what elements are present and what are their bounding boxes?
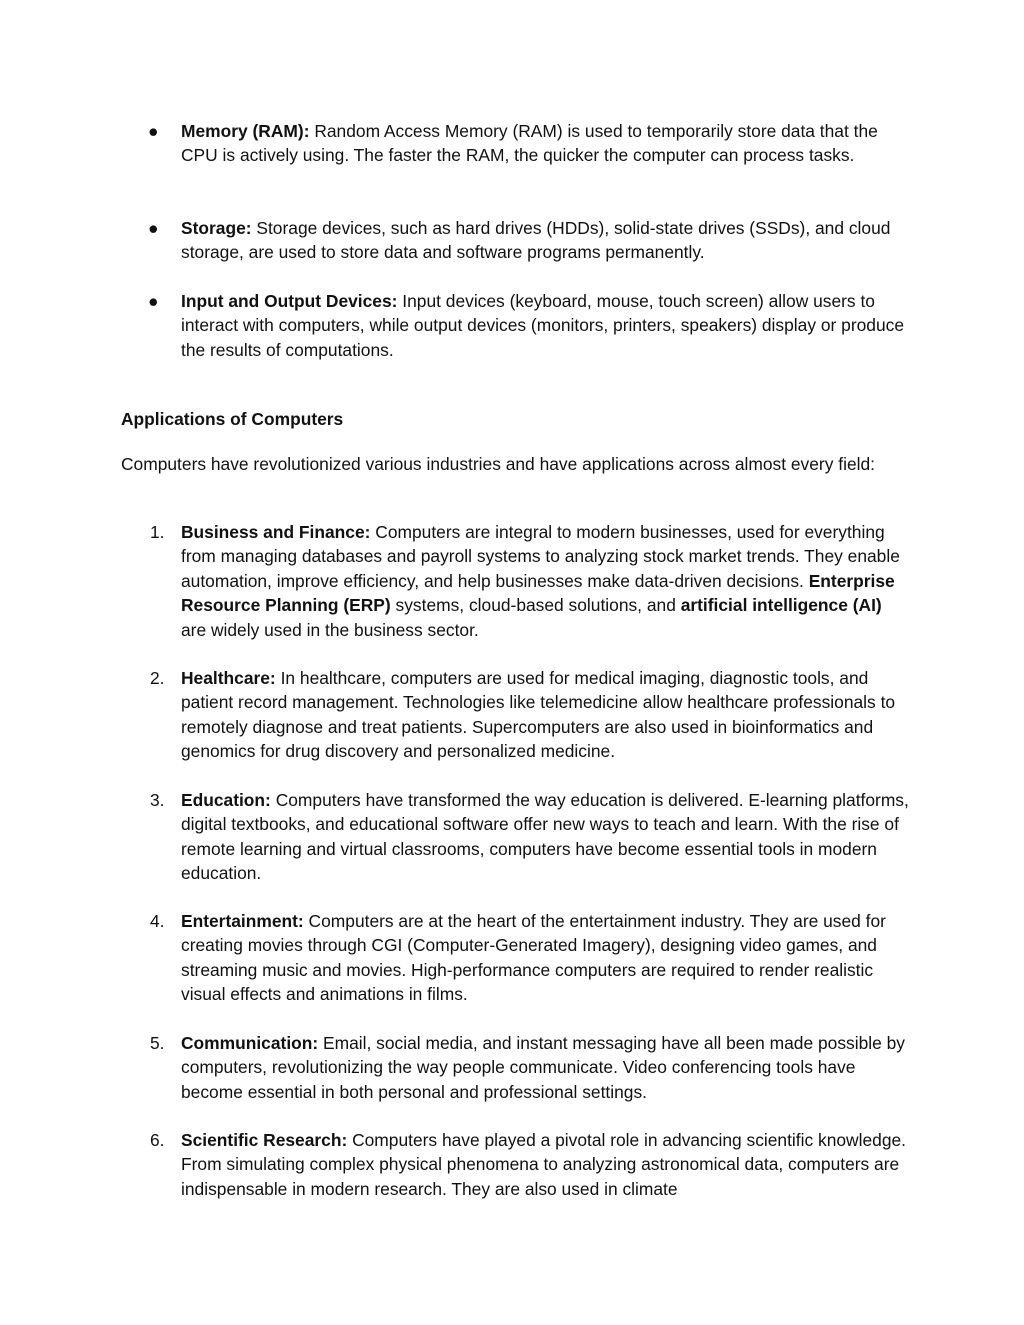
item-title: Education: xyxy=(181,790,271,810)
bullet-marker: ● xyxy=(148,218,159,238)
bullet-title: Input and Output Devices: xyxy=(181,291,398,311)
list-item-communication xyxy=(150,1031,909,1104)
item-text: are widely used in the business sector. xyxy=(181,619,479,640)
list-item-scientific-research xyxy=(150,1128,909,1201)
item-text: systems, cloud-based solutions, and xyxy=(390,595,681,616)
item-title: Scientific Research: xyxy=(181,1130,348,1150)
item-title: Business and Finance: xyxy=(181,522,371,542)
list-number: 5. xyxy=(150,1033,165,1053)
list-number: 2. xyxy=(150,668,165,688)
list-item-entertainment xyxy=(150,909,909,1007)
item-text: Computers have transformed the way education is delivered. E-learning platforms, digital textbooks, and educational software offer new ways to teach and learn. With the rise of remote learning and virtual classrooms, computers have become essential tools in modern education. xyxy=(181,790,909,884)
list-number: 1. xyxy=(150,522,165,542)
bullet-title: Memory (RAM): xyxy=(181,121,310,141)
list-number: 4. xyxy=(150,911,165,931)
bullet-text: Random Access Memory (RAM) is used to temporarily store data that the CPU is actively using. The faster the RAM, the quicker the computer can process tasks. xyxy=(181,121,878,166)
item-text: Computers have played a pivotal role in advancing scientific knowledge. From simulating complex physical phenomena to analyzing astronomical data, computers are indispensable in modern research. They are also used in climate xyxy=(181,1130,907,1199)
item-title: Entertainment: xyxy=(181,911,304,931)
item-text: Computers are integral to modern businesses, used for everything from managing databases and payroll systems to analyzing stock market trends. They enable automation, improve efficiency, and help businesses make data-driven decisions. xyxy=(181,522,900,591)
item-text: Computers are at the heart of the entertainment industry. They are used for creating movies through CGI (Computer-Generated Imagery), designing video games, and streaming music and movies. High-performance computers are required to render realistic visual effects and animations in films. xyxy=(181,911,886,1005)
list-number: 6. xyxy=(150,1130,165,1150)
bullet-item-input-output xyxy=(148,289,909,362)
item-text: In healthcare, computers are used for medical imaging, diagnostic tools, and patient record management. Technologies like telemedicine allow healthcare professionals to remotely diagnose and treat patients. Supercomputers are also used in bioinformatics and genomics for drug discovery and personalized medicine. xyxy=(181,668,896,762)
item-title: Communication: xyxy=(181,1033,319,1053)
bullet-marker: ● xyxy=(148,121,159,141)
bullet-text: Storage devices, such as hard drives (HDDs), solid-state drives (SSDs), and cloud storage, are used to store data and software programs permanently. xyxy=(181,218,891,263)
item-text: Email, social media, and instant messaging have all been made possible by computers, revolutionizing the way people communicate. Video conferencing tools have become essential in both personal and professional settings. xyxy=(181,1033,905,1102)
item-title: Healthcare: xyxy=(181,668,276,688)
list-item-education xyxy=(150,788,909,886)
bullet-text: Input devices (keyboard, mouse, touch screen) allow users to interact with computers, while output devices (monitors, printers, speakers) display or produce the results of computations. xyxy=(181,291,904,360)
section-intro: Computers have revolutionized various industries and have applications across almost every field: xyxy=(121,454,875,474)
section-heading: Applications of Computers xyxy=(121,409,344,429)
list-number: 3. xyxy=(150,790,165,810)
list-item-business-finance xyxy=(150,520,909,642)
bullet-title: Storage: xyxy=(181,218,252,238)
item-bold-ai: artificial intelligence (AI) xyxy=(680,595,882,616)
list-item-healthcare xyxy=(150,666,909,764)
bullet-item-storage xyxy=(148,216,909,265)
item-bold-erp: Enterprise Resource Planning (ERP) xyxy=(181,570,895,616)
bullet-item-memory xyxy=(148,119,909,168)
bullet-marker: ● xyxy=(148,291,159,311)
